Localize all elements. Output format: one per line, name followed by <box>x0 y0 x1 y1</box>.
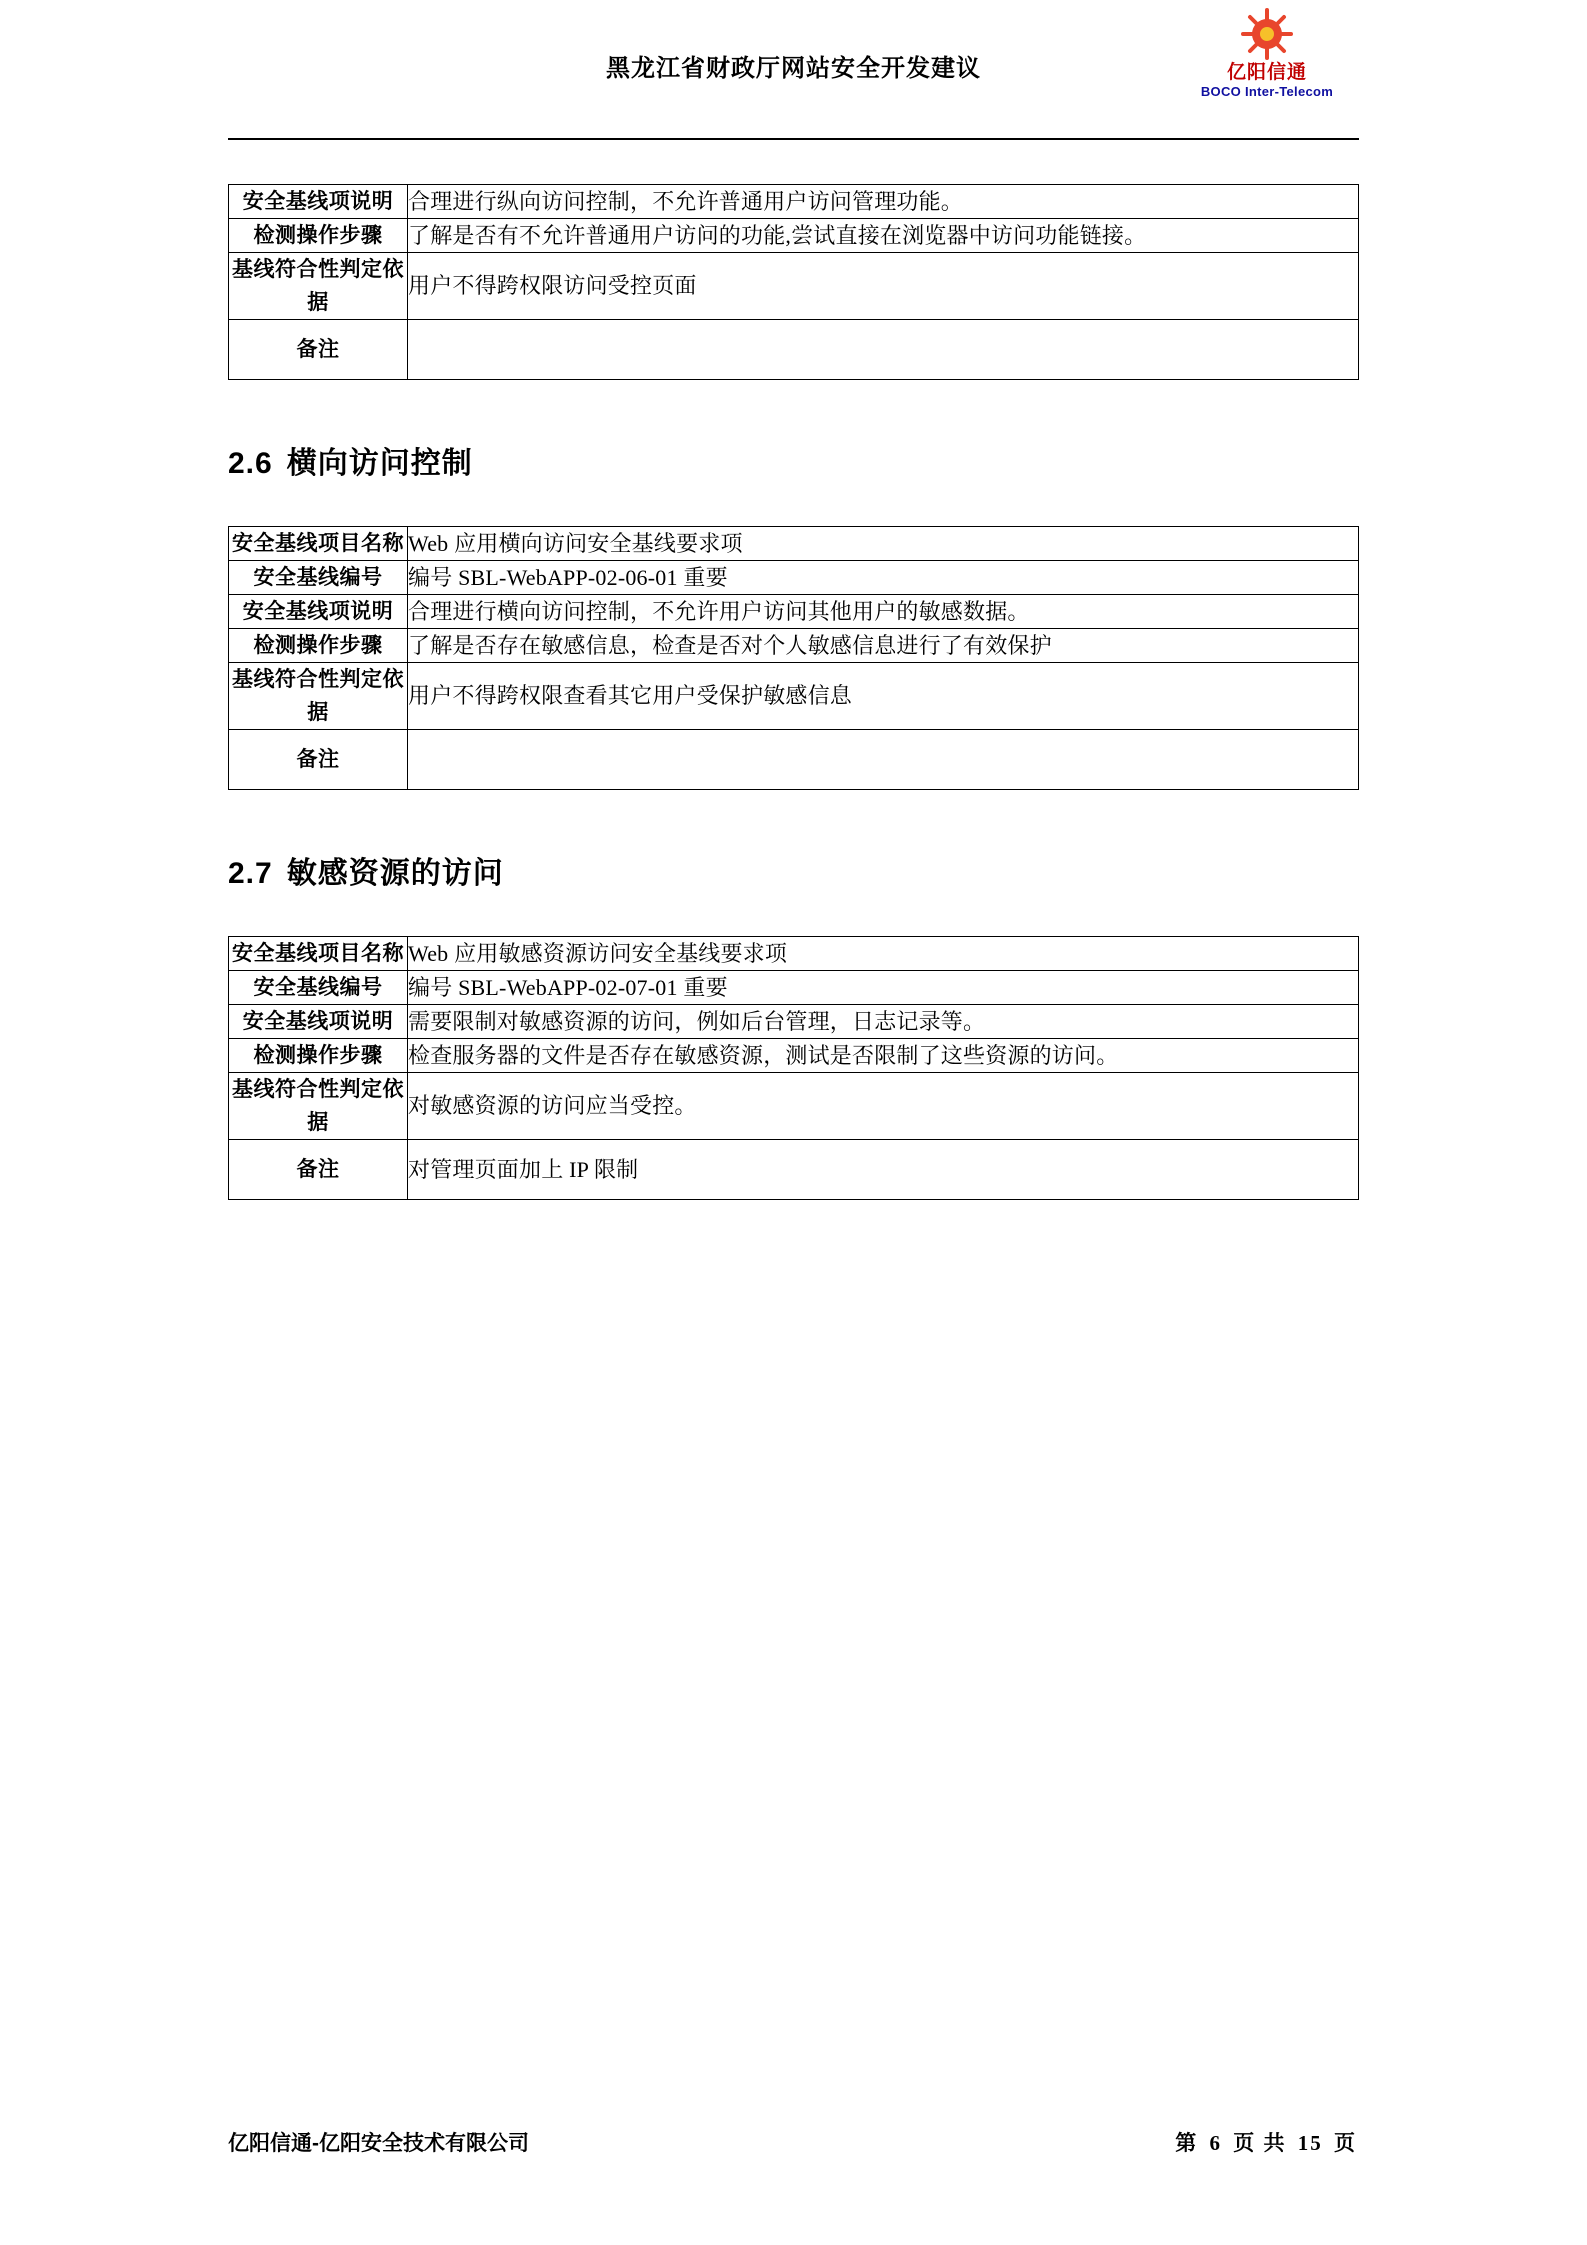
row-value <box>408 730 1359 790</box>
row-value: Web 应用敏感资源访问安全基线要求项 <box>408 937 1359 971</box>
row-label: 检测操作步骤 <box>229 219 408 253</box>
footer-page-prefix: 第 <box>1175 2131 1199 2155</box>
table-row <box>229 527 1359 561</box>
row-label: 安全基线编号 <box>229 561 408 595</box>
row-label: 检测操作步骤 <box>229 629 408 663</box>
sun-burst-logo-icon <box>1241 8 1293 60</box>
section-title: 敏感资源的访问 <box>286 857 504 890</box>
baseline-table-2-7 <box>228 936 1359 1200</box>
document-content <box>0 184 1587 1200</box>
row-value: 用户不得跨权限访问受控页面 <box>408 253 1359 320</box>
row-value: 用户不得跨权限查看其它用户受保护敏感信息 <box>408 663 1359 730</box>
row-label: 备注 <box>229 730 408 790</box>
logo-company-en: BOCO Inter-Telecom <box>1200 84 1334 99</box>
row-value: 合理进行纵向访问控制，不允许普通用户访问管理功能。 <box>408 185 1359 219</box>
row-label: 基线符合性判定依据 <box>229 663 408 730</box>
row-value: 编号 SBL-WebAPP-02-07-01 重要 <box>408 971 1359 1005</box>
row-value: 检查服务器的文件是否存在敏感资源，测试是否限制了这些资源的访问。 <box>408 1039 1359 1073</box>
row-label: 安全基线项目名称 <box>229 527 408 561</box>
footer-page-suffix: 页 <box>1334 2131 1357 2155</box>
row-label: 安全基线编号 <box>229 971 408 1005</box>
section-number: 2.7 <box>228 857 273 890</box>
table-row <box>229 253 1359 320</box>
table-row <box>229 185 1359 219</box>
row-label: 检测操作步骤 <box>229 1039 408 1073</box>
page-header <box>0 0 1587 140</box>
table-row <box>229 1140 1359 1200</box>
row-value <box>408 320 1359 380</box>
row-value: 了解是否有不允许普通用户访问的功能,尝试直接在浏览器中访问功能链接。 <box>408 219 1359 253</box>
section-title: 横向访问控制 <box>286 447 473 480</box>
footer-page-middle: 页 共 <box>1233 2131 1287 2155</box>
table-row <box>229 320 1359 380</box>
footer-page-total: 15 <box>1297 2131 1323 2155</box>
row-value: Web 应用横向访问安全基线要求项 <box>408 527 1359 561</box>
table-row <box>229 1039 1359 1073</box>
company-logo <box>1172 8 1362 100</box>
row-value: 了解是否存在敏感信息，检查是否对个人敏感信息进行了有效保护 <box>408 629 1359 663</box>
footer-page-number: 6 <box>1209 2131 1222 2155</box>
row-label: 备注 <box>229 320 408 380</box>
table-row <box>229 971 1359 1005</box>
row-label: 安全基线项目名称 <box>229 937 408 971</box>
table-row <box>229 1005 1359 1039</box>
table-row <box>229 595 1359 629</box>
row-label: 备注 <box>229 1140 408 1200</box>
row-label: 基线符合性判定依据 <box>229 253 408 320</box>
table-row <box>229 219 1359 253</box>
row-value: 需要限制对敏感资源的访问，例如后台管理，日志记录等。 <box>408 1005 1359 1039</box>
row-value: 对管理页面加上 IP 限制 <box>408 1140 1359 1200</box>
table-row <box>229 1073 1359 1140</box>
table-row <box>229 629 1359 663</box>
row-value: 编号 SBL-WebAPP-02-06-01 重要 <box>408 561 1359 595</box>
table-row <box>229 937 1359 971</box>
row-label: 安全基线项说明 <box>229 595 408 629</box>
section-heading-2-6 <box>228 438 1359 482</box>
table-row <box>229 663 1359 730</box>
footer-company: 亿阳信通-亿阳安全技术有限公司 <box>228 2132 529 2155</box>
table-row <box>229 730 1359 790</box>
row-value: 对敏感资源的访问应当受控。 <box>408 1073 1359 1140</box>
row-label: 安全基线项说明 <box>229 1005 408 1039</box>
baseline-table-continued <box>228 184 1359 380</box>
baseline-table-2-6 <box>228 526 1359 790</box>
table-row <box>229 561 1359 595</box>
row-label: 基线符合性判定依据 <box>229 1073 408 1140</box>
section-heading-2-7 <box>228 848 1359 892</box>
row-value: 合理进行横向访问控制，不允许用户访问其他用户的敏感数据。 <box>408 595 1359 629</box>
page-footer <box>228 2127 1359 2157</box>
row-label: 安全基线项说明 <box>229 185 408 219</box>
logo-company-cn: 亿阳信通 <box>1226 62 1307 83</box>
footer-pagination <box>1173 2127 1359 2157</box>
section-number: 2.6 <box>228 447 273 480</box>
header-divider <box>228 138 1359 140</box>
page-title: 黑龙江省财政厅网站安全开发建议 <box>606 55 981 82</box>
